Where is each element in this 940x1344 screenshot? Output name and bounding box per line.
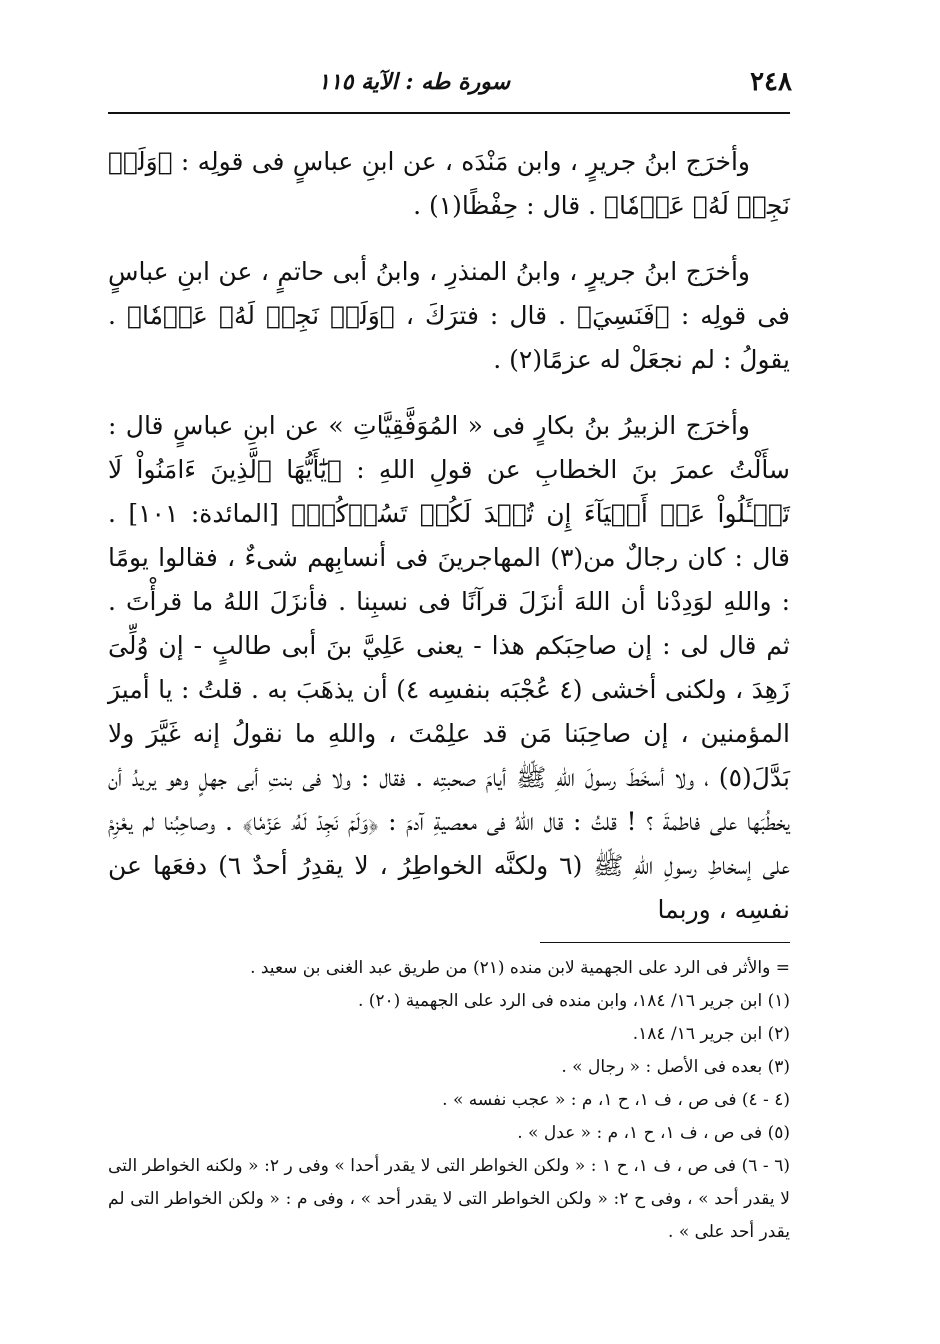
- page-header: [108, 62, 790, 102]
- paragraph-1: وأخرَج ابنُ جريرٍ ، وابن مَنْدَه ، عن ابنِ عباسٍ فى قولِه : ﴿وَلَمۡ نَجِدۡ لَهُۥ عَزۡمٗا﴾ . قال : حِفْظًا(١) .: [108, 147, 790, 220]
- footnote-1: (١) ابن جرير ١٦/ ١٨٤، وابن منده فى الرد على الجهمية (٢٠) .: [357, 991, 790, 1011]
- footnote-6: (٦ - ٦) فى ص ، ف ١، ح ١ : « ولكن الخواطر التى لا يقدر أحدا » وفى ر ٢: « ولكنه الخواطر التى لا يقدر أحد » ، وفى ح ٢: « ولكن الخواطر التى لا يقدر أحد » ، وفى م : « ولكن الخواطر التى لم يقدر أحد على » .: [108, 1156, 790, 1242]
- header-divider: [108, 112, 790, 114]
- footnote-2: (٢) ابن جرير ١٦/ ١٨٤.: [632, 1024, 790, 1044]
- footnote-continuation: = والأثر فى الرد على الجهمية لابن منده (٢١) من طريق عبد الغنى بن سعيد .: [250, 958, 790, 978]
- footnote-4: (٤ - ٤) فى ص ، ف ١، ح ١، م : « عجب نفسه » .: [442, 1090, 790, 1110]
- footnotes: [108, 952, 790, 1249]
- running-title: سورة طه : الآية ١١٥: [318, 69, 511, 95]
- paragraph-2: وأخرَج ابنُ جريرٍ ، وابنُ المنذرِ ، وابنُ أبى حاتمٍ ، عن ابنِ عباسٍ فى قولِه : ﴿فَنَسِيَ﴾ . قال : فترَكَ ، ﴿وَلَمۡ نَجِدۡ لَهُۥ عَزۡمٗا﴾ . يقولُ : لم نجعَلْ له عزمًا(٢) .: [108, 257, 790, 374]
- paragraph-3: وأخرَج الزبيرُ بنُ بكارٍ فى « المُوَفَّقِيَّاتِ » عن ابنِ عباسٍ قال : سأَلْتُ عمرَ بنَ الخطابِ عن قولِ اللهِ : ﴿يَٰٓأَيُّهَا ٱلَّذِينَ ءَامَنُواْ لَا تَسۡـَٔلُواْ عَنۡ أَشۡيَآءَ إِن تُبۡدَ لَكُمۡ تَسُؤۡكُمۡ﴾ [المائدة: ١٠١] . قال : كان رجالٌ من(٣) المهاجرينَ فى أنسابِهم شىءٌ ، فقالوا يومًا : واللهِ لوَدِدْنا أن اللهَ أنزَلَ قرآنًا فى نسبِنا . فأنزَلَ اللهُ ما قرأْتَ . ثم قال لى : إن صاحِبَكم هذا - يعنى عَلِيَّ بنَ أبى طالبٍ - إن وُلِّىَ زَهِدَ ، ولكنى أخشى (٤ عُجْبَه بنفسِه ٤) أن يذهَبَ به . قلتُ : يا أميرَ المؤمنين ، إن صاحِبَنا مَن قد علِمْتَ ، واللهِ ما نقولُ إنه غَيَّرَ ولا بَدَّلَ(٥) ، ولا أسخَطَ رسولَ اللهِ ﷺ أيامَ صحبتِه . فقال : ولا فى بنتِ أبى جهلٍ وهو يريدُ أن يخطُبَها على فاطمةَ ؟ ! قلتُ : قال اللهُ فى معصيةِ آدمَ : ﴿وَلَمۡ نَجِدۡ لَهُۥ عَزۡمٗا﴾ . وصاحِبُنا لم يعْزِمْ على إسخاطِ رسولِ اللهِ ﷺ (٦ ولكنَّه الخواطِرُ ، لا يقدِرُ أحدٌ ٦) دفعَها عن نفسِه ، وربما: [108, 411, 791, 924]
- page-number: ٢٤٨: [750, 67, 792, 97]
- footnote-3: (٣) بعده فى الأصل : « رجال » .: [561, 1057, 790, 1077]
- footnote-divider: [540, 942, 790, 943]
- main-text: [108, 140, 790, 932]
- footnote-5: (٥) فى ص ، ف ١، ح ١، م : « عدل » .: [517, 1123, 790, 1143]
